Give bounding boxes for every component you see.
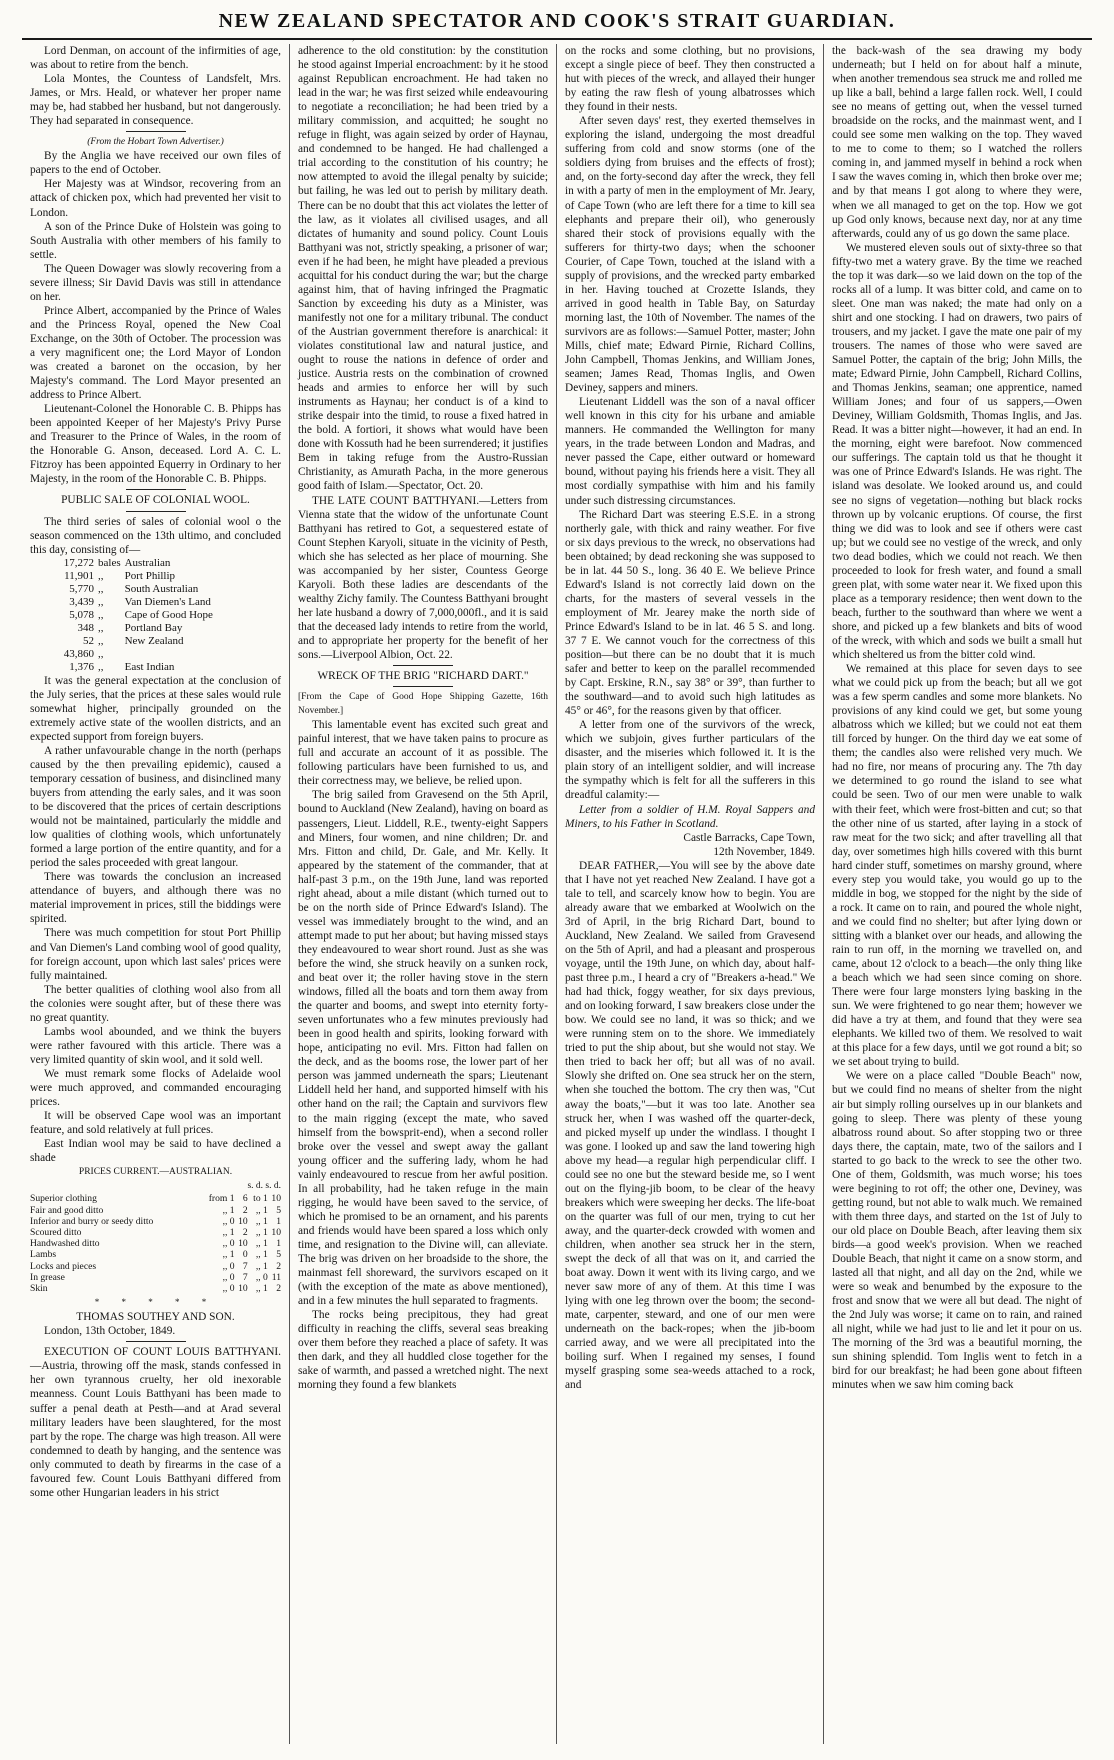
price-cell: 0 — [242, 1249, 248, 1261]
bales-row — [50, 596, 217, 609]
page-title: NEW ZEALAND SPECTATOR AND COOK'S STRAIT GUARDIAN. — [218, 10, 896, 32]
bales-cell: 5,078 — [69, 608, 94, 621]
paragraph: A letter from one of the survivors of the wreck, which we subjoin, gives further particulars of the disaster, and the miseries which followed it. It is the plain story of an intelligent soldier, and will increase the sympathy which is felt for all the sufferers in this dreadful calamity:— — [565, 719, 815, 802]
bales-cell: New Zealand — [124, 634, 184, 647]
paragraph: The Queen Dowager was slowly recovering from a severe illness; Sir David Davis was still in attendance on her. — [30, 262, 281, 303]
price-cell: ,, 0 — [222, 1238, 235, 1250]
divider — [126, 131, 186, 132]
bales-cell: Australian — [124, 556, 171, 569]
dateline: London, 13th October, 1849. — [44, 1325, 176, 1338]
divider — [126, 1341, 186, 1342]
paragraph: on the rocks and some clothing, but no provisions, except a single piece of beef. They then constructed a hut with pieces of the wreck, and allayed their hunger by eating the raw flesh of young albatrosses which they found in their nests. — [565, 45, 815, 114]
price-cell: ,, 1 — [255, 1226, 268, 1238]
price-cell: ,, 0 — [255, 1271, 268, 1283]
paragraph: Her Majesty was at Windsor, recovering from an attack of chicken pox, which had prevented her visit to London. — [30, 178, 281, 219]
price-cell: ,, 1 — [255, 1249, 268, 1261]
price-cell: 7 — [242, 1271, 248, 1283]
section-heading: WRECK OF THE BRIG "RICHARD DART." — [317, 670, 529, 683]
bales-cell: ,, — [98, 608, 104, 621]
price-cell: ,, 1 — [255, 1204, 268, 1216]
price-cell: 10 — [238, 1238, 248, 1250]
bales-cell: Cape of Good Hope — [124, 608, 213, 621]
price-cell: 10 — [238, 1215, 248, 1227]
paragraph: Prince Albert, accompanied by the Prince of Wales and the Princess Royal, opened the New Coal Exchange, on the 30th of October. The procession was a very magnificent one; the Lord Mayor of London was created a baronet on the occasion, by her Majesty's command. The Lord Mayor presented an address to Prince Albert. — [30, 304, 281, 402]
price-cell: 2 — [276, 1260, 281, 1272]
column-1 — [22, 44, 289, 1744]
price-cell: Superior clothing — [30, 1193, 97, 1205]
price-cell: ,, 1 — [255, 1238, 268, 1250]
paragraph: the back-wash of the sea drawing my body underneath; but I held on for about half a minute, when another tremendous sea struck me and rolled me up like a ball, behind a large fallen rock. Well, I could see no means of getting out, when the vessel turned broadside on the rocks, and the mainmast went, and I could see some men walking on the top. They waved to me to come to them; so I watched the rollers coming in, and jammed myself in behind a rock when I saw the waves coming in, which then broke over me; and by that means I got along to where they were, when we all managed to get on the top. How we got up God only knows, because next day, nor at any time afterwards, could any of us go down the same place. — [832, 45, 1082, 240]
price-cell: 7 — [242, 1260, 248, 1272]
section-heading: PUBLIC SALE OF COLONIAL WOOL. — [61, 494, 250, 507]
masthead — [22, 0, 1092, 40]
bales-cell: Van Diemen's Land — [124, 595, 211, 608]
price-row — [30, 1283, 281, 1294]
paragraph: Lord Denman, on account of the infirmities of age, was about to retire from the bench. — [30, 45, 281, 72]
price-row — [30, 1249, 281, 1260]
paragraph: Lola Montes, the Countess of Landsfelt, Mrs. James, or Mrs. Heald, or whatever her proper name may be, had stabbed her husband, but not dangerously. They had separated in consequence. — [30, 73, 281, 128]
paragraph: After seven days' rest, they exerted themselves in exploring the island, undergoing the most dreadful suffering from cold and snow storms (one of the soldiers dying from bruises and the effects of frost); and, on the forty-second day after the wreck, they fell in with a party of men in the employment of Mr. Jeary, of Cape Town (who are left there for a time to kill sea elephants and prepare their oil), who generously shared their stock of provisions equally with the sufferers for thirty-two days; when the schooner Courier, of Cape Town, touched at the island with a supply of provisions, and the wrecked party embarked in her. Having touched at Crozette Islands, they arrived in good health in Table Bay, on Saturday morning last, the 10th of November. The names of the survivors are as follows:—Samuel Potter, master; John Mills, chief mate; Edward Pirnie, Richard Collins, John Campbell, Thomas Jenkins, and William Jones, seamen; James Read, Thomas Inglis, and Owen Deviney, sappers and miners. — [565, 115, 815, 395]
page-mark: , — [352, 32, 355, 42]
price-cell: 5 — [276, 1204, 281, 1216]
paragraph: There was towards the conclusion an increased attendance of buyers, and although there was no material improvement in prices, still the biddings were spirited. — [30, 871, 281, 926]
source-line: [From the Cape of Good Hope Shipping Gazette, 16th November.] — [298, 692, 548, 717]
paragraph: It will be observed Cape wool was an important feature, and sold relatively at full prices. — [30, 1110, 281, 1137]
paragraph: We were on a place called "Double Beach" now, but we could find no means of shelter from the night air but simply rolling ourselves up in our blankets and going to sleep. There was plenty of these young albatross round about. So after stopping two or three days there, the captain, mate, two of the sailors and I started to go back to the wreck to see the other two. One of them, Goldsmith, was much worse; his toes were begining to rot off; the other one, Deviney, was getting round, but not able to walk much. We remained with them three days, and started on the 1st of July to our old place on Double Beach, after leaving them six birds—a good week's provision. When we reached Double Beach, that night it came on a snow storm, and lasted all that night, and all day on the 2nd, while we were so weak and benumbed by the exposure to the frost and snow that we were all but dead. The night of the 2nd July was worse; it came on to rain, and rained all night, while we had just to lie and let it pour on us. The morning of the 3rd was a beautiful morning, the sun shining splendid. Tom Inglis went to fetch in a bird for our breakfast; he had been gone about fifteen minutes when we saw him coming back — [832, 1070, 1082, 1392]
bales-cell: 43,860 — [63, 647, 94, 660]
column-4 — [823, 44, 1090, 1744]
bales-cell: 5,770 — [69, 582, 94, 595]
stars-divider: * * * * * — [94, 1297, 217, 1308]
paragraph: East Indian wool may be said to have declined a shade — [30, 1138, 281, 1165]
divider — [393, 686, 453, 687]
paragraph: This lamentable event has excited such great and painful interest, that we have taken pains to procure as full and accurate an account of it as possible. The following particulars have been furnished to us, and their correctness may, we believe, be relied upon. — [298, 719, 548, 788]
bales-cell: 3,439 — [69, 595, 94, 608]
price-row — [30, 1272, 281, 1283]
bales-cell: ,, — [98, 647, 104, 660]
paragraph: The Richard Dart was steering E.S.E. in a strong northerly gale, with thick and rainy weather. For five or six days previous to the wreck, no observations had been obtained; by dead reckoning she was supposed to be in lat. 44 50 S., long. 36 40 E. We believe Prince Edward's Island is not correctly laid down on the charts, for the masters of several vessels in the employment of Mr. Jearey make the north side of Prince Edward's Island to be in lat. 46 5 S. and long. 37 7 E. We cannot vouch for the correctness of this position—but there can be no doubt that it is much safer and better to keep on the parallel recommended by Capt. Erskine, R.N., say 38° or 39°, than further to the southward—and to avoid such high latitudes as 45° or 46°, for the reasons given by that officer. — [565, 508, 815, 718]
paragraph: A rather unfavourable change in the north (perhaps caused by the then prevailing epidemic), caused a temporary cessation of business, and disinclined many buyers from attending the early sales, and it was soon to be discovered that the prices of certain descriptions would not be maintained, particularly the middle and low qualities of clothing wools, which unfortunately formed a large portion of the entire quantity, and for a period the sales proceeded with great langour. — [30, 744, 281, 870]
bales-cell — [125, 648, 217, 661]
bales-cell: Port Phillip — [124, 569, 176, 582]
bales-cell: ,, — [98, 582, 104, 595]
divider — [393, 665, 453, 666]
price-cell: ,, 0 — [222, 1271, 235, 1283]
bales-cell: 17,272 — [63, 556, 94, 569]
price-cell: ,, 1 — [222, 1204, 235, 1216]
price-row — [30, 1227, 281, 1238]
bales-cell: 52 — [83, 634, 94, 647]
paragraph: A son of the Prince Duke of Holstein was going to South Australia with other members of his family to settle. — [30, 220, 281, 261]
paragraph: THE LATE COUNT BATTHYANI.—Letters from Vienna state that the widow of the unfortunate Count Batthyani has retired to Got, a sequestered estate of Count Stephen Karyoli, situate in the vicinity of Pesth, which she has selected as her place of mourning. She was accompanied by her sister, Countess George Karyoli. Both these ladies are descendants of the wealthy Zichy family. The Countess Batthyani brought her late husband a dowry of 7,000,000fl., and it is said that the deceased lady intends to retire from the world, and to appropriate her property for the benefit of her sons.—Liverpool Albion, Oct. 22. — [298, 494, 548, 662]
bales-row — [50, 583, 217, 596]
bales-cell: South Australian — [124, 582, 199, 595]
price-cell: ,, 1 — [222, 1226, 235, 1238]
price-cell: 1 — [276, 1215, 281, 1227]
paragraph: The brig sailed from Gravesend on the 5th April, bound to Auckland (New Zealand), having on board as passengers, Lieut. Liddell, R.E., twenty-eight Sappers and Miners, four women, and nine children; Dr. and Mrs. Fitton and child, Dr. Gale, and Mr. Kelly. It appeared by the statement of the commander, that at half-past 3 p.m., on the 19th June, land was reported right ahead, about a mile distant (which turned out to be on the north side of Prince Edward's Island). The vessel was immediately brought to the wind, and an attempt made to put her about; but having missed stays they endeavoured to wear short round. Just as she was before the wind, she struck heavily on a sunken rock, and beat over it; the roller having stove in the stern windows, filled all the boats and torn them away from the quarter and booms, and swept into eternity forty-seven unfortunates who a few minutes previously had been in good health and spirits, looking forward with hope, anticipating no evil. Mrs. Fitton had fallen on the deck, and as the booms rose, the lower part of her person was jammed underneath the spars; Lieutenant Liddell held her hand, and supported himself with his other hand on the rail; the Captain and survivors flew to the main rigging (except the mate, who saved himself from the bowsprit-end), when a second roller broke over the vessel and swept away the gallant young officer and the suffering lady, whom he had vainly endeavoured to rescue from her awful position. In all probability, had he taken refuge in the main rigging, he would have been saved to the service, of which he promised to be an ornament, and his parents and friends would have been spared a loss which only time, and resignation to the Divine will, can alleviate. The brig was driven on her broadside to the shore, the mainmast fell shoreward, the survivors escaped on it (with the exception of the mate as above mentioned), and in a few minutes the hull separated to fragments. — [298, 789, 548, 1308]
price-cell: In grease — [30, 1271, 65, 1283]
letter-address: Castle Barracks, Cape Town, — [683, 831, 815, 844]
column-2 — [289, 44, 556, 1744]
price-row — [30, 1216, 281, 1227]
bales-cell: ,, — [98, 569, 104, 582]
prices-units: s. d. s. d. — [247, 1181, 281, 1192]
bales-row — [50, 557, 217, 570]
paragraph: The better qualities of clothing wool also from all the colonies were sought after, but of these there was no great quantity. — [30, 983, 281, 1024]
bales-cell: ,, — [98, 634, 104, 647]
price-cell: ,, 1 — [222, 1249, 235, 1261]
bales-table — [50, 557, 217, 674]
paragraph: We mustered eleven souls out of sixty-three so that fifty-two met a watery grave. By the time we reached the top it was dark—so we laid down on the top of the rocks all of a lump. It was bitter cold, and came on to sleet. One man was naked; the mate had only on a shirt and one stocking. I had on drawers, two pairs of trousers, and my jacket. I gave the mate one pair of my trousers. The names of those who were saved are Samuel Potter, the captain of the brig; John Mills, the mate; Edward Pirnie, John Campbell, Richard Collins, and Thomas Jenkins, seaman; one apprentice, named William Jones; and four of us sappers,—Owen Deviney, William Goldsmith, Thomas Inglis, and Jas. Read. It was a bitter night—however, it had an end. In the morning, eight were barefoot. Now commenced our sufferings. The captain told us that he thought it was one of Prince Edward's Islands. He was right. The island was desolate. We looked around us, and could see no signs of vegetation—nothing but black rocks thrown up by volcanic eruptions. Of course, the first thing we did was to look and see if others were cast up; but we could see no vestige of the wreck, and only two dead bodies, which we could not reach. We then proceeded to look for fresh water, and found a small green plat, with some water near it. We fixed upon this place as a temporary residence; then went down to the beach, further to the southward than where we went a shore, and picked up a few blankets and bits of wood of the wreck, with which and sods we built a small hut which sheltered us from the bitter cold wind. — [832, 241, 1082, 662]
prices-heading: PRICES CURRENT.—AUSTRALIAN. — [78, 1167, 233, 1178]
bales-row — [50, 648, 217, 661]
price-cell: Handwashed ditto — [30, 1238, 100, 1250]
price-cell: 11 — [271, 1271, 281, 1283]
price-row — [30, 1193, 281, 1204]
price-cell: ,, 0 — [222, 1215, 235, 1227]
paragraph: EXECUTION OF COUNT LOUIS BATTHYANI.—Austria, throwing off the mask, stands confessed in her own tyrannous cruelty, her old inexorable meanness. Count Louis Batthyani has been made to suffer a penal death at Pesth—and at Arad several military leaders have been slaughtered, for the most part by the rope. The charge was high treason. All were condemned to death by hanging, and the sentence was only commuted to death by firearms in the case of a favoured few. Count Louis Batthyani differed from some other Hungarian leaders in his strict — [30, 1346, 281, 1499]
price-cell: to 1 — [253, 1193, 268, 1205]
columns — [22, 44, 1092, 1744]
price-cell: Skin — [30, 1283, 48, 1294]
prices-table — [30, 1193, 281, 1294]
price-cell: ,, 1 — [255, 1283, 268, 1294]
price-row — [30, 1261, 281, 1272]
paragraph: The third series of sales of colonial wool o the season commenced on the 13th ultimo, and concluded this day, consisting of— — [30, 515, 281, 556]
paragraph: We remained at this place for seven days to see what we could pick up from the beach; but all we got was a few sperm candles and some more blankets. No provisions of any kind could we get, but some young albatross which we killed; but we could not eat them till forced by hunger. On the third day we eat some of them; the candles also were relished very much. We had no fire, nor means of procuring any. The 7th day we determined to go round the island to see what could be seen. Two of our men were unable to walk with their feet, which were frost-bitten and cut; so that the other nine of us started, after laying in a stock of raw meat for the two sick; and after travelling all that day, over sometimes high hills covered with this burnt hard cinder stuff, sometimes on marshy ground, where every step you would take, you would go up to the middle in bog, we stopped for the night by the side of a rock. It came on to rain, and poured the whole night, and we could find no shelter; but after lying down or sitting with a blanket over our heads, and allowing the rain to run off, in the morning we travelled on, and came, about 12 o'clock to a beach—the only thing like a beach which we had seen since coming on shore. There were four large monsters lying basking in the sun. We were frightened to go near them; however we did have a try at them, and found that they were sea elephants. We killed two of them. We resolved to wait at this place for a few days, until we got round a bit; so we set about trying to build. — [832, 663, 1082, 1069]
paragraph: It was the general expectation at the conclusion of the July series, that the prices at these sales would rule somewhat higher, principally grounded on the extremely active state of the woollen districts, and an expected support from foreign buyers. — [30, 674, 281, 743]
paragraph: Lieutenant Liddell was the son of a naval officer well known in this city for his urbane and amiable manners. He commanded the Wellington for many years, in the trade between London and Madras, and never passed the Cape, either outward or homeward bound, without paying his friends here a visit. They all most cordially sympathise with him and his family under such distressing circumstances. — [565, 396, 815, 507]
bales-cell: ,, — [98, 595, 104, 608]
letter-date: 12th November, 1849. — [713, 845, 815, 858]
bales-cell: bales — [98, 556, 121, 569]
price-cell: Fair and good ditto — [30, 1204, 104, 1216]
price-cell: Locks and pieces — [30, 1260, 97, 1272]
signature: THOMAS SOUTHEY AND SON. — [76, 1311, 235, 1324]
price-cell: 10 — [271, 1193, 281, 1205]
price-cell: 10 — [238, 1283, 248, 1294]
price-cell: from 1 — [208, 1193, 235, 1205]
price-cell: ,, 0 — [222, 1283, 235, 1294]
paragraph: We must remark some flocks of Adelaide wool were much approved, and commanded encouraging prices. — [30, 1067, 281, 1109]
price-row — [30, 1238, 281, 1249]
price-cell: 2 — [276, 1283, 281, 1294]
paragraph: By the Anglia we have received our own files of papers to the end of October. — [30, 150, 281, 177]
paragraph: DEAR FATHER,—You will see by the above date that I have not yet reached New Zealand. I have got a tale to tell, and scarcely know how to begin. You are already aware that we embarked at Woolwich on the 3rd of April, in the brig Richard Dart, bound to Auckland, New Zealand. We sailed from Gravesend on the 5th of April, and had a pleasant and prosperous voyage, until the 19th June, on which day, about half-past three p.m., I heard a cry of "Breakers a-head." We had had thick, foggy weather, for six days previous, and on looking forward, I saw breakers close under the bow. We could see no land, it was so thick; and we were running stem on to the shore. We immediately tried to put the ship about, but she would not stay. We then tried to back her off; but all was of no avail. Slowly she drifted on. One sea struck her on the stern, when she touched the bottom. The cry then was, "Cut away the boats,"—but it was too late. Another sea struck her, when I was washed off the quarter-deck, and picked myself up under the windlass. I thought I was gone. I looked up and saw the land towering high above my head—a regular high perpendicular cliff. I could see no one but the steward beside me, so I went out on the flying-jib boom, to be clear of the heavy breakers which were sweeping her decks. The life-boat on the quarter was full of our men, trying to cut her away, and the quarter-deck crowded with women and children, when another sea struck her in the stern, swept the deck of all that was on it, and carried the boat away. Down it went with its living cargo, and we never saw more of any of them. At this time I was lying with one leg thrown over the boom; the second-mate, carpenter, steward, and one of our men were underneath on the back-ropes; when the jib-boom carried away, and we were all precipitated into the boiling surf. When I regained my senses, I found myself grasping some sea-weeds attached to a rock, and — [565, 859, 815, 1392]
source-line: (From the Hobart Town Advertiser.) — [87, 137, 224, 148]
paragraph: adherence to the old constitution: by the constitution he stood against Imperial encroachment: by it he stood against Republican encroachment. He had taken no lead in the war; he was first seized while endeavouring to negotiate a reconciliation; he had been tried by a military commission, and acquitted; he sought no refuge in flight, was again seized by order of Haynau, and condemned to be hanged. He had challenged a trial according to the constitution of his country; he now attempted to avoid the illegal penalty by suicide; but failing, he was led out to perish by military death. There can be no doubt that this act violates the letter of the law, as it violates all civilised usages, and all dictates of humanity and sound policy. Count Louis Batthyani was not, strictly speaking, a prisoner of war; even if he had been, he might have pleaded a previous acquittal for his conduct during the war; but the charge against him, that of having infringed the Pragmatic Sanction by exceeding his duty as a Minister, was manifestly not one for a military tribunal. The conduct of the Austrian government therefore is anarchical: it violates constitutional law and natural justice, and ought to rouse the nations in defence of order and justice. Austria rests on the combination of crowned heads and armies to enforce her will by such instruments as Haynau; her conduct is of a kind to strike despair into the timid, to rouse a fixed hatred in the bold. A fortiori, it shows what would have been done with Kossuth had he been surrendered; it justifies Bem in taking refuge from the Austro-Russian Christianity, as Amurath Pacha, in the more generous good faith of Islam.—Spectator, Oct. 20. — [298, 45, 548, 493]
price-cell: Lambs — [30, 1249, 57, 1261]
price-cell: ,, 0 — [222, 1260, 235, 1272]
bales-row — [50, 622, 217, 635]
bales-cell: 1,376 — [69, 660, 94, 673]
price-cell: 10 — [271, 1226, 281, 1238]
price-cell: ,, 1 — [255, 1215, 268, 1227]
price-cell: 1 — [276, 1238, 281, 1250]
paragraph: There was much competition for stout Port Phillip and Van Diemen's Land combing wool of good quality, for foreign account, upon which last sales' prices were fully maintained. — [30, 927, 281, 982]
bales-row — [50, 570, 217, 583]
price-cell: 5 — [276, 1249, 281, 1261]
bales-cell: East Indian — [124, 660, 175, 673]
bales-cell: Portland Bay — [124, 621, 183, 634]
price-row — [30, 1205, 281, 1216]
bales-row — [50, 635, 217, 648]
column-3 — [556, 44, 823, 1744]
bales-cell: ,, — [98, 621, 104, 634]
bales-row — [50, 609, 217, 622]
divider — [126, 489, 186, 490]
price-cell: 2 — [242, 1204, 248, 1216]
bales-row — [50, 661, 217, 674]
price-cell: Inferior and burry or seedy ditto — [30, 1215, 154, 1227]
letter-heading: Letter from a soldier of H.M. Royal Sappers and Miners, to his Father in Scotland. — [565, 803, 815, 830]
bales-cell: ,, — [98, 660, 104, 673]
price-cell: ,, 1 — [255, 1260, 268, 1272]
price-cell: Scoured ditto — [30, 1226, 82, 1238]
paragraph: The rocks being precipitous, they had great difficulty in reaching the cliffs, several seas breaking over them before they reached a place of safety. It was then dark, and they all huddled close together for the sake of warmth, and passed a wretched night. The next morning they found a few blankets — [298, 1309, 548, 1392]
divider — [126, 511, 186, 512]
price-cell: 2 — [242, 1226, 248, 1238]
bales-cell: 11,901 — [64, 569, 94, 582]
paragraph: Lieutenant-Colonel the Honorable C. B. Phipps has been appointed Keeper of her Majesty's Privy Purse and Treasurer to the Prince of Wales, in the room of the Honorable G. Anson, deceased. Lord A. C. L. Fitzroy has been appointed Equerry in Ordinary to her Majesty, in the room of the Honorable C. B. Phipps. — [30, 403, 281, 486]
bales-cell: 348 — [77, 621, 94, 634]
price-cell: 6 — [242, 1193, 248, 1205]
paragraph: Lambs wool abounded, and we think the buyers were rather favoured with this article. There was a very limited quantity of skin wool, and it sold well. — [30, 1025, 281, 1066]
